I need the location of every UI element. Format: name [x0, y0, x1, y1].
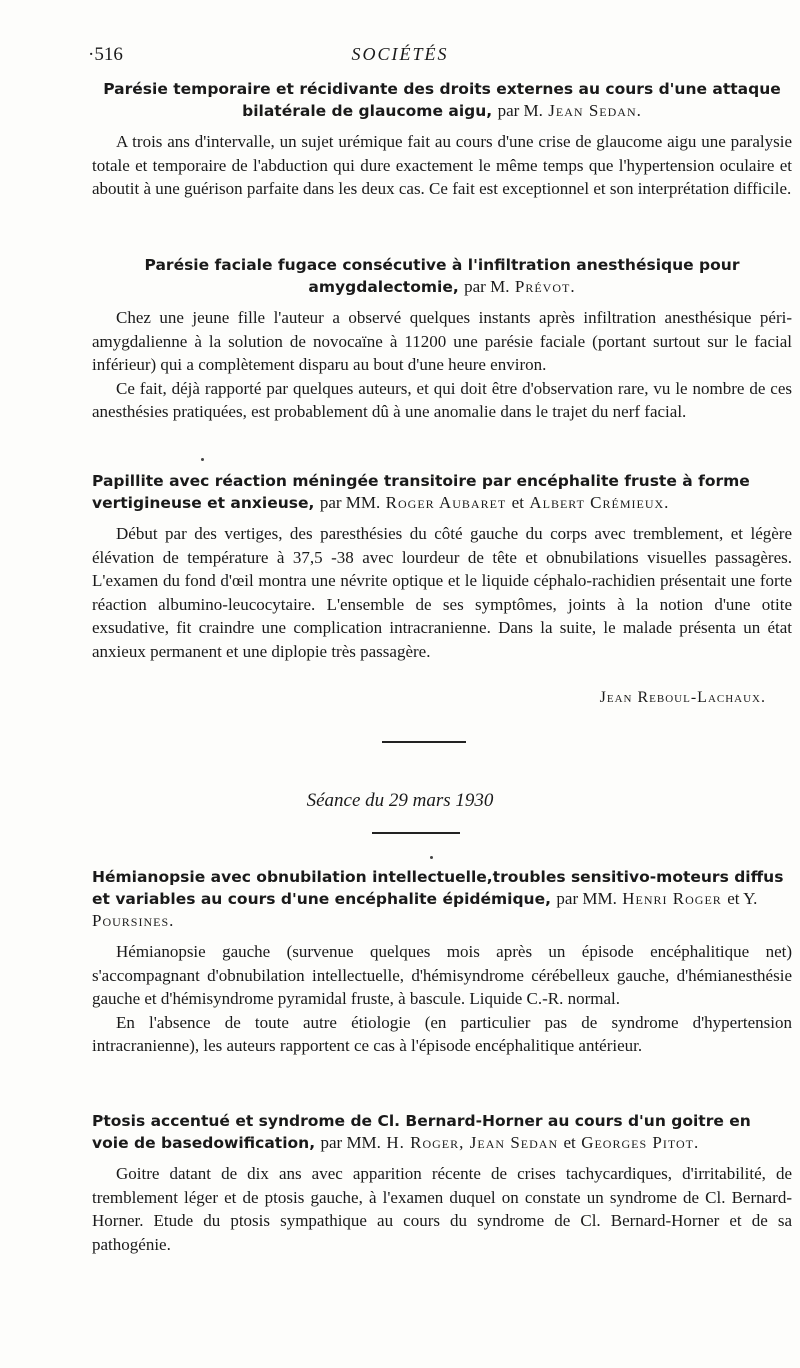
article-aubaret-papillite — [92, 470, 792, 663]
article-paragraph: Hémianopsie gauche (survenue quelques mois après un épisode encéphalitique net) s'accompagnant d'obnubilation intellectuelle, d'hémisyndrome cérébelleux gauche, d'hémianesthésie gauche et d'hémisyndrome pyramidal fruste, à bascule. Liquide C.-R. normal. — [92, 942, 792, 1008]
article-title: Parésie temporaire et récidivante des droits externes au cours d'une attaque bilatérale de glaucome aigu, par M. Jean Sedan. — [103, 80, 781, 120]
ink-speck — [430, 856, 433, 859]
article-paragraph: Début par des vertiges, des paresthésies du côté gauche du corps avec tremblement, et légère élévation de température à 37,5 -38 avec lourdeur de tête et obnubilations visuelles passagères. L'examen du fond d'œil montra une névrite optique et le liquide céphalo-rachidien présentait une forte réaction albumino-leucocytaire. L'ensemble de ses symptômes, joints à la notion d'une otite exsudative, fit craindre une complication intracranienne. Dans la suite, le malade présenta un état anxieux permanent et une diplopie très passagère. — [92, 524, 792, 661]
article-title: Papillite avec réaction méningée transitoire par encéphalite fruste à forme vertigineuse et anxieuse, par MM. Roger Aubaret et Albert Crémieux. — [92, 472, 750, 512]
section-rule-top — [382, 741, 466, 743]
article-roger-hemianopsie — [92, 866, 792, 1058]
article-title: Parésie faciale fugace consécutive à l'infiltration anesthésique pour amygdalectomie, par M. Prévot. — [144, 256, 740, 296]
signature: Jean Reboul-Lachaux. — [599, 689, 766, 706]
article-paragraph: Chez une jeune fille l'auteur a observé quelques instants après infiltration anesthésique péri-amygdalienne à la solution de novocaïne à 11200 une parésie faciale (portant surtout sur le facial inférieur) qui a complètement disparu au bout d'une heure environ. — [92, 308, 792, 374]
running-head: SOCIÉTÉS — [351, 44, 449, 64]
article-paragraph: Goitre datant de dix ans avec apparition récente de crises tachycardiques, d'irritabilité, de tremblement léger et de ptosis gauche, à l'examen duquel on constate un syndrome de Cl. Bernard-Horner. Etude du ptosis sympathique au cours du syndrome de Cl. Bernard-Horner et de sa pathogénie. — [92, 1164, 792, 1254]
seance-heading: Séance du 29 mars 1930 — [306, 790, 494, 811]
page-number: ·516 — [88, 44, 123, 65]
ink-speck — [201, 458, 204, 461]
article-paragraph: A trois ans d'intervalle, un sujet urémique fait au cours d'une crise de glaucome aigu une paralysie totale et temporaire de l'abduction qui dure exactement le même temps que l'hypertension oculaire et aboutit à une guérison parfaite dans les deux cas. Ce fait est exceptionnel et son interprétation difficile. — [92, 132, 792, 198]
article-title: Ptosis accentué et syndrome de Cl. Bernard-Horner au cours d'un goitre en voie de basedowification, par MM. H. Roger, Jean Sedan et Georges Pitot. — [92, 1112, 751, 1152]
article-paragraph: En l'absence de toute autre étiologie (en particulier pas de syndrome d'hypertension intracranienne), les auteurs rapportent ce cas à l'épisode encéphalitique antérieur. — [92, 1012, 792, 1055]
article-prevot-paresie-faciale — [92, 254, 792, 424]
article-sedan-paresie — [92, 78, 792, 201]
section-rule-bottom — [372, 832, 460, 834]
article-title: Hémianopsie avec obnubilation intellectuelle,troubles sensitivo-moteurs diffus et variables au cours d'une encéphalite épidémique, par MM. Henri Roger et Y. Poursines. — [92, 868, 784, 930]
article-paragraph: Ce fait, déjà rapporté par quelques auteurs, et qui doit être d'observation rare, vu le nombre de ces anesthésies pratiquées, est probablement dû à une anomalie dans le trajet du nerf facial. — [92, 378, 792, 421]
article-roger-ptosis — [92, 1110, 792, 1256]
